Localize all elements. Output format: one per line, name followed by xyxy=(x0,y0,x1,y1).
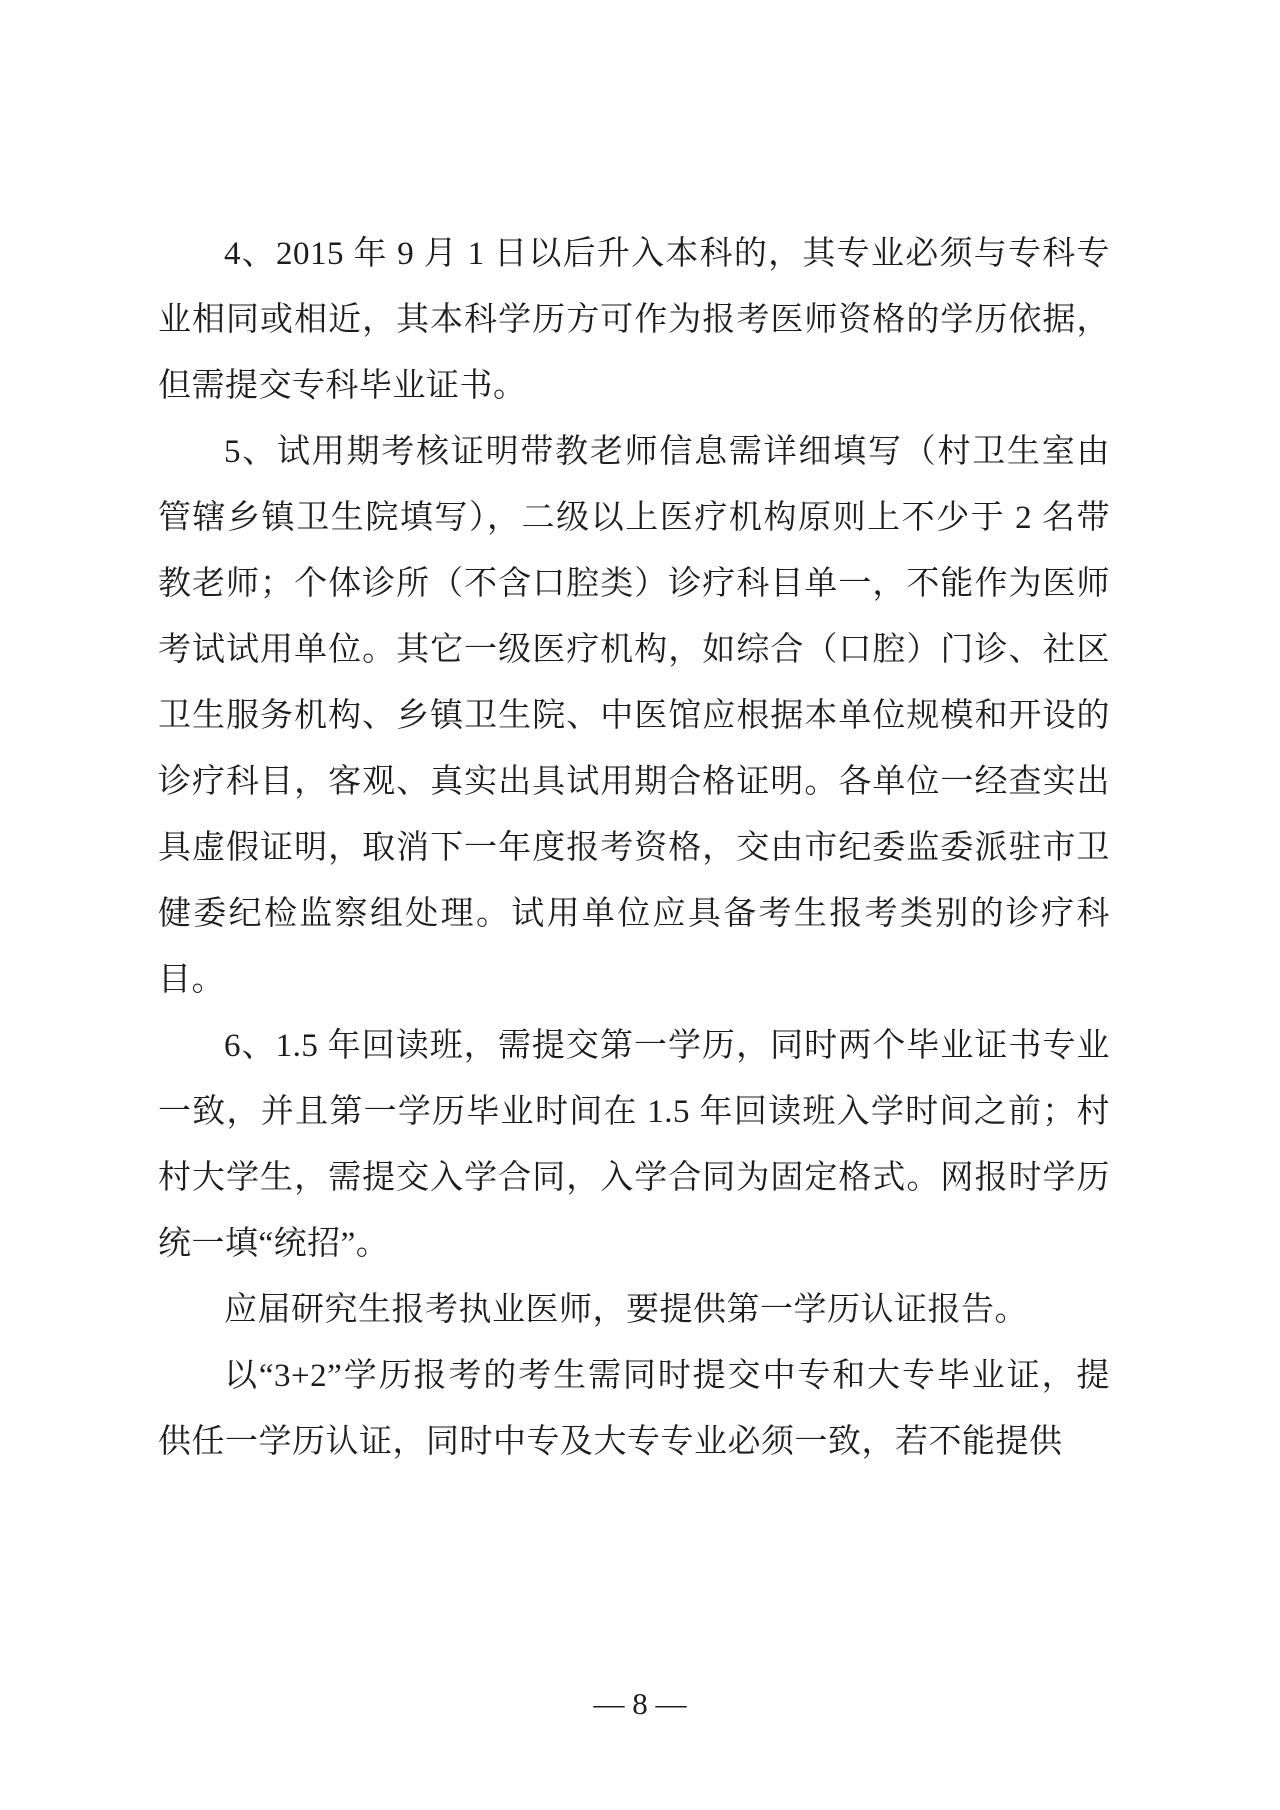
paragraph-3plus2-note: 以“3+2”学历报考的考生需同时提交中专和大专毕业证，提供任一学历认证，同时中专及大专专业必须一致，若不能提供 xyxy=(158,1358,1110,1460)
document-body xyxy=(158,221,1110,1475)
paragraph-graduate-note: 应届研究生报考执业医师，要提供第一学历认证报告。 xyxy=(224,1292,1028,1328)
paragraph-item-6: 6、1.5 年回读班，需提交第一学历，同时两个毕业证书专业一致，并且第一学历毕业时间在 1.5 年回读班入学时间之前；村村大学生，需提交入学合同，入学合同为固定格式。网报时学历统一填“统招”。 xyxy=(158,1028,1110,1262)
paragraph-item-4: 4、2015 年 9 月 1 日以后升入本科的，其专业必须与专科专业相同或相近，其本科学历方可作为报考医师资格的学历依据，但需提交专科毕业证书。 xyxy=(158,236,1110,404)
page-number: — 8 — xyxy=(593,1686,687,1721)
paragraph-item-5: 5、试用期考核证明带教老师信息需详细填写（村卫生室由管辖乡镇卫生院填写），二级以上医疗机构原则上不少于 2 名带教老师；个体诊所（不含口腔类）诊疗科目单一，不能作为医师考试试用单位。其它一级医疗机构，如综合（口腔）门诊、社区卫生服务机构、乡镇卫生院、中医馆应根据本单位规模和开设的诊疗科目，客观、真实出具试用期合格证明。各单位一经查实出具虚假证明，取消下一年度报考资格，交由市纪委监委派驻市卫健委纪检监察组处理。试用单位应具备考生报考类别的诊疗科目。 xyxy=(158,434,1110,998)
